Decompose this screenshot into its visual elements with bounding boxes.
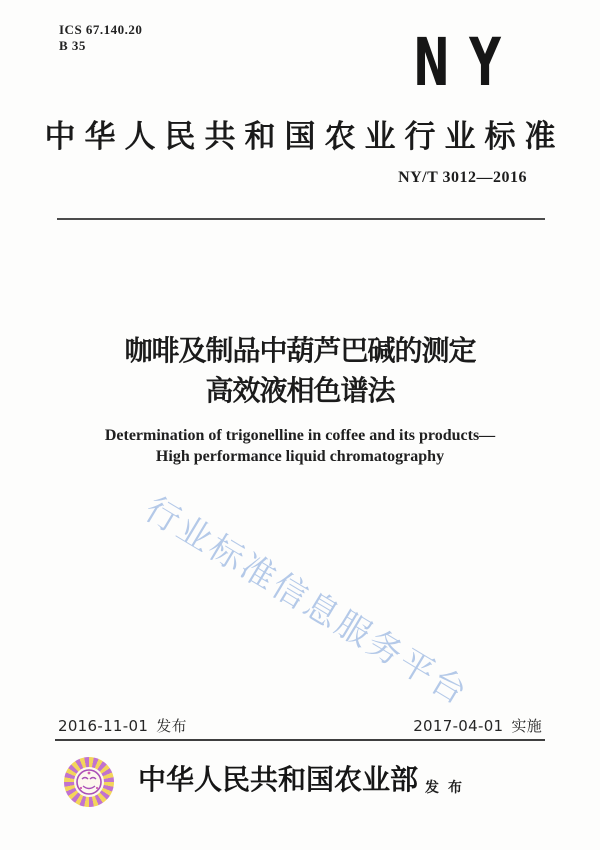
- document-title-chinese: [0, 331, 600, 411]
- publisher-row: [0, 755, 600, 815]
- footer-divider-line: [55, 739, 545, 741]
- dates-row: [58, 717, 542, 736]
- ics-number: ICS 67.140.20: [59, 22, 143, 37]
- header-divider-line: [57, 218, 545, 220]
- implement-date-label: 实施: [511, 717, 542, 735]
- title-zh-line1: 咖啡及制品中葫芦巴碱的测定: [124, 334, 476, 367]
- standard-header-title: 中华人民共和国农业行业标准: [44, 119, 565, 154]
- title-en-line1: Determination of trigonelline in coffee and its products—: [104, 427, 496, 444]
- diagonal-watermark-text: 行业标准信息服务平台: [138, 490, 475, 714]
- ics-codes: [59, 22, 142, 54]
- document-title-english: [0, 425, 600, 467]
- title-en-line2: High performance liquid chromatography: [155, 448, 445, 465]
- publish-action-label: 发布: [425, 780, 471, 796]
- issue-date-group: [58, 717, 187, 736]
- issue-date: 2016-11-01: [58, 717, 149, 735]
- implement-date-group: [413, 717, 542, 736]
- ny-standard-logo: NY: [412, 24, 520, 101]
- ministry-emblem-icon: [64, 757, 114, 807]
- implement-date: 2017-04-01: [413, 717, 504, 735]
- title-zh-line2: 高效液相色谱法: [205, 374, 395, 407]
- publisher-name: 中华人民共和国农业部: [138, 765, 419, 796]
- issue-date-label: 发布: [156, 717, 187, 735]
- ics-classification: B 35: [59, 38, 86, 53]
- emblem-face-icon: [64, 757, 114, 807]
- standard-number: NY/T 3012—2016: [398, 169, 527, 186]
